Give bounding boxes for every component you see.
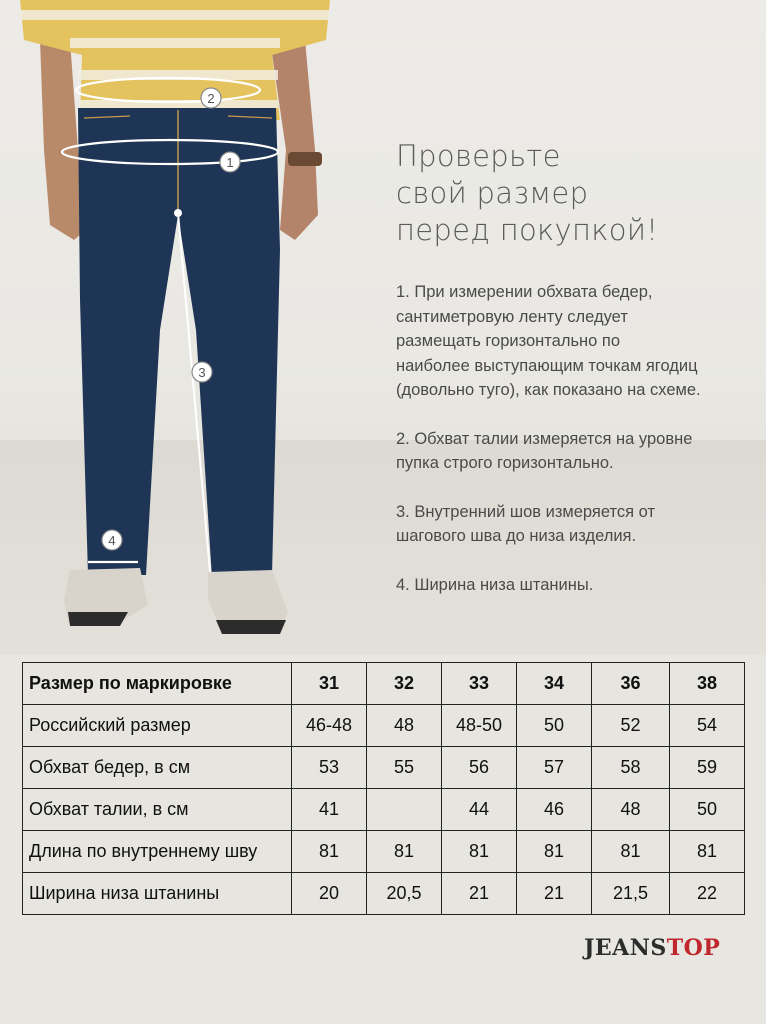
table-row — [23, 747, 745, 789]
headline-line: перед покупкой! — [396, 213, 659, 247]
table-cell: 52 — [592, 705, 670, 747]
note-line: (довольно туго), как показано на схеме. — [396, 381, 701, 399]
table-row — [23, 873, 745, 915]
table-cell: 48 — [367, 705, 442, 747]
note-2 — [396, 427, 746, 476]
note-line: 2. Обхват талии измеряется на уровне — [396, 429, 693, 448]
table-cell: 81 — [670, 831, 745, 873]
table-cell: 20,5 — [367, 873, 442, 915]
table-header-label: Размер по маркировке — [23, 663, 292, 705]
table-header-row — [23, 663, 745, 705]
headline-line: свой размер — [396, 176, 589, 210]
row-label: Длина по внутреннему шву — [23, 831, 292, 873]
note-3 — [396, 500, 746, 549]
table-cell: 54 — [670, 705, 745, 747]
note-line: размещать горизонтально по — [396, 332, 621, 350]
table-cell: 50 — [517, 705, 592, 747]
size-table — [22, 662, 745, 915]
note-line: пупка строго горизонтально. — [396, 454, 614, 472]
table-cell: 81 — [367, 831, 442, 873]
marker-2-label: 2 — [207, 91, 215, 106]
table-cell: 58 — [592, 747, 670, 789]
size-header: 32 — [367, 663, 442, 705]
size-header: 33 — [442, 663, 517, 705]
logo-part-top: TOP — [666, 935, 721, 961]
size-header: 38 — [670, 663, 745, 705]
note-line: сантиметровую ленту следует — [396, 307, 628, 326]
table-cell: 57 — [517, 747, 592, 789]
note-line: 1. При измерении обхвата бедер, — [396, 283, 653, 301]
note-4 — [396, 573, 746, 598]
table-cell — [367, 789, 442, 831]
table-cell: 55 — [367, 747, 442, 789]
table-cell: 59 — [670, 747, 745, 789]
note-line: 4. Ширина низа штанины. — [396, 575, 594, 594]
table-row — [23, 831, 745, 873]
table-row — [23, 705, 745, 747]
table-cell: 81 — [517, 831, 592, 873]
note-line: наиболее выступающим точкам ягодиц — [396, 356, 698, 375]
table-cell: 56 — [442, 747, 517, 789]
size-header: 34 — [517, 663, 592, 705]
table-cell: 46-48 — [292, 705, 367, 747]
table-cell: 81 — [292, 831, 367, 873]
note-line: 3. Внутренний шов измеряется от — [396, 502, 655, 521]
table-cell: 20 — [292, 873, 367, 915]
marker-4-label: 4 — [108, 533, 116, 548]
table-cell: 50 — [670, 789, 745, 831]
table-row — [23, 789, 745, 831]
table-cell: 81 — [592, 831, 670, 873]
note-1 — [396, 280, 746, 403]
logo-part-jeans: JEANS — [584, 935, 667, 961]
brand-logo — [584, 935, 720, 961]
row-label: Ширина низа штанины — [23, 873, 292, 915]
table-cell: 48-50 — [442, 705, 517, 747]
table-cell: 21,5 — [592, 873, 670, 915]
table-cell: 46 — [517, 789, 592, 831]
table-cell: 41 — [292, 789, 367, 831]
table-cell: 44 — [442, 789, 517, 831]
marker-3-label: 3 — [198, 365, 206, 380]
row-label: Обхват талии, в см — [23, 789, 292, 831]
marker-1-label: 1 — [226, 155, 234, 170]
note-line: шагового шва до низа изделия. — [396, 527, 637, 545]
watch-icon — [288, 152, 322, 166]
headline-line: Проверьте — [396, 139, 561, 173]
table-cell: 21 — [442, 873, 517, 915]
size-header: 36 — [592, 663, 670, 705]
table-cell: 81 — [442, 831, 517, 873]
table-cell: 22 — [670, 873, 745, 915]
headline — [396, 138, 736, 249]
table-cell: 48 — [592, 789, 670, 831]
size-header: 31 — [292, 663, 367, 705]
row-label: Обхват бедер, в см — [23, 747, 292, 789]
table-cell: 53 — [292, 747, 367, 789]
table-cell: 21 — [517, 873, 592, 915]
row-label: Российский размер — [23, 705, 292, 747]
measurement-notes — [396, 280, 746, 621]
jeans — [78, 108, 280, 578]
